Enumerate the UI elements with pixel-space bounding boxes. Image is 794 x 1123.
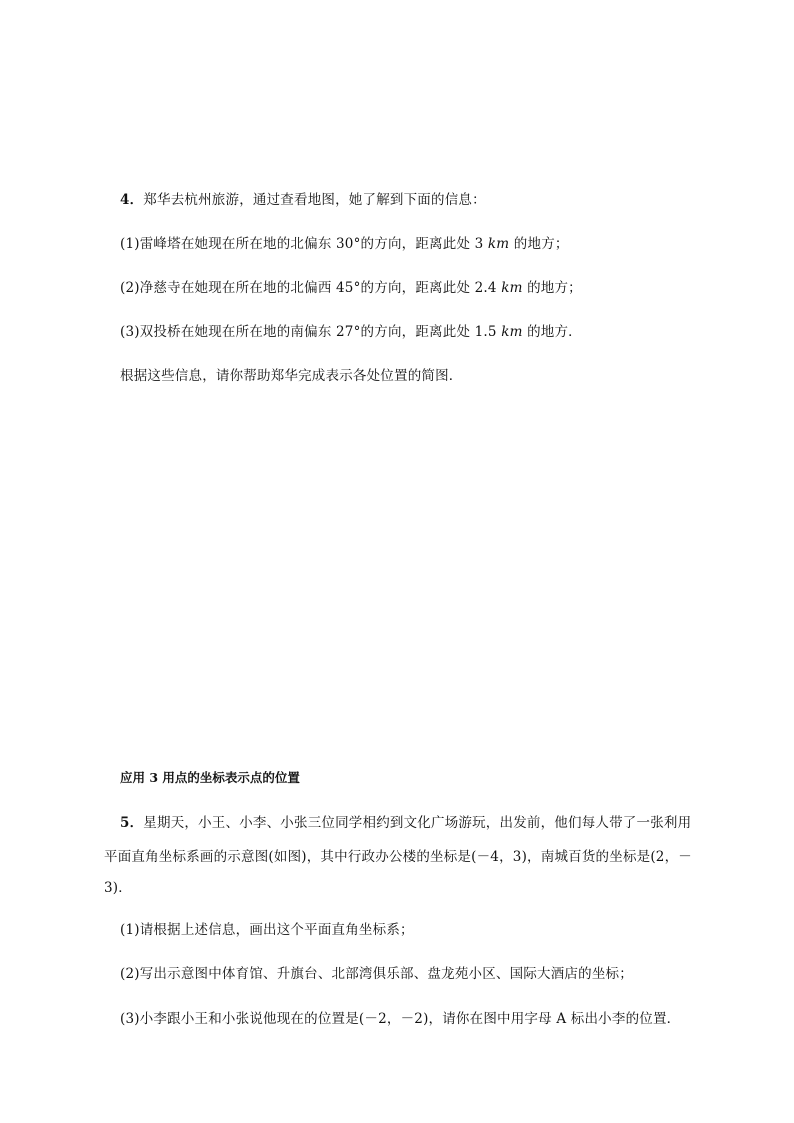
problem-4-number: 4． xyxy=(120,192,144,208)
problem-4-item-2-unit: km xyxy=(501,280,523,296)
problem-5-item-1: (1)请根据上述信息，画出这个平面直角坐标系； xyxy=(120,922,414,938)
problem-4-intro xyxy=(120,190,486,210)
problem-4-item-1-end: 的地方； xyxy=(509,236,569,252)
problem-4-item-1-text: (1)雷峰塔在她现在所在地的北偏东 30°的方向，距离此处 3 xyxy=(120,236,488,252)
problem-4-item-1 xyxy=(120,234,569,254)
problem-4-item-3-text: (3)双投桥在她现在所在地的南偏东 27°的方向，距离此处 1.5 xyxy=(120,324,502,340)
problem-5-item-3: (3)小李跟小王和小张说他现在的位置是(－2，－2)，请你在图中用字母 A 标出小李的位置． xyxy=(120,1011,681,1027)
problem-4-task: 根据这些信息，请你帮助郑华完成表示各处位置的简图． xyxy=(120,368,463,384)
problem-4-item-2-text: (2)净慈寺在她现在所在地的北偏西 45°的方向，距离此处 2.4 xyxy=(120,280,502,296)
problem-5-line-1 xyxy=(120,813,691,833)
problem-4-item-3-unit: km xyxy=(501,324,523,340)
problem-4-intro-text: 郑华去杭州旅游，通过查看地图，她了解到下面的信息： xyxy=(143,192,486,208)
problem-4-item-1-unit: km xyxy=(487,236,510,252)
problem-4-item-2 xyxy=(120,278,582,298)
problem-4-item-2-end: 的地方； xyxy=(522,280,582,296)
problem-5-line-3: 3)． xyxy=(104,880,132,896)
problem-4-item-3 xyxy=(120,322,582,342)
problem-4-item-3-end: 的地方． xyxy=(522,324,582,340)
problem-5-text-line-1: 星期天，小王、小李、小张三位同学相约到文化广场游玩，出发前，他们每人带了一张利用 xyxy=(143,815,692,831)
section-heading: 应用 3 用点的坐标表示点的位置 xyxy=(120,770,300,785)
problem-5-item-2: (2)写出示意图中体育馆、升旗台、北部湾俱乐部、盘龙苑小区、国际大酒店的坐标； xyxy=(120,966,633,982)
problem-5-number: 5． xyxy=(120,815,144,831)
problem-5-line-2: 平面直角坐标系画的示意图(如图)，其中行政办公楼的坐标是(－4，3)，南城百货的坐标是(2，－ xyxy=(104,849,693,865)
